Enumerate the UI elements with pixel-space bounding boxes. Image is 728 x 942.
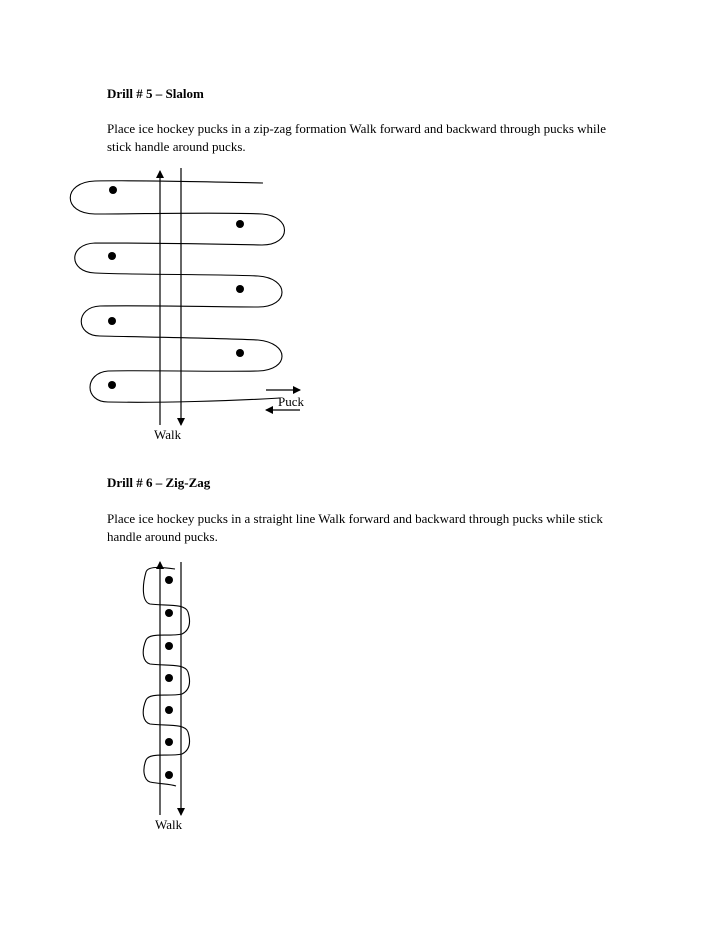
puck	[165, 706, 173, 714]
zigzag-pucks	[165, 576, 173, 779]
puck	[165, 609, 173, 617]
puck	[165, 771, 173, 779]
drill-6-title: Drill # 6 – Zig-Zag	[107, 475, 211, 490]
puck	[165, 642, 173, 650]
puck	[165, 674, 173, 682]
puck	[165, 738, 173, 746]
puck	[165, 576, 173, 584]
drill-6-description: Place ice hockey pucks in a straight line Walk forward and backward through pucks while stick handle around pucks.	[107, 511, 603, 544]
puck-label: Puck	[278, 394, 304, 409]
drill-5-description: Place ice hockey pucks in a zip-zag formation Walk forward and backward through pucks while stick handle around pucks.	[107, 121, 607, 154]
drill-5-title: Drill # 5 – Slalom	[107, 86, 204, 101]
drill-5-walk-label: Walk	[154, 427, 182, 442]
drill-6-walk-label: Walk	[155, 817, 183, 832]
